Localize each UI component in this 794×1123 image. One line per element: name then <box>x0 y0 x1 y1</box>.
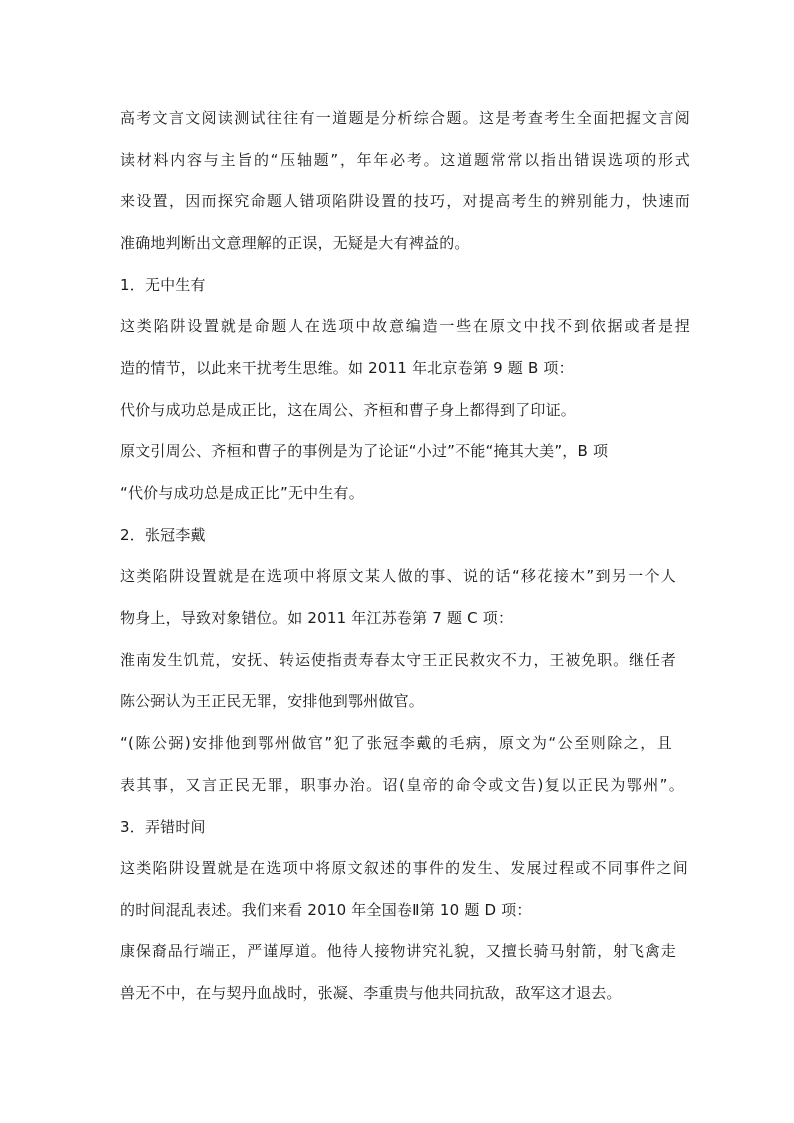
section-3-line-4: 兽无不中，在与契丹血战时，张凝、李重贵与他共同抗敌，敌军这才退去。 <box>120 984 622 1002</box>
section-2-line-5: “(陈公弼)安排他到鄂州做官”犯了张冠李戴的毛病，原文为“公至则除之，且 <box>120 734 672 752</box>
section-heading-3: 3．弄错时间 <box>120 818 206 836</box>
section-2-line-2: 物身上，导致对象错位。如 2011 年江苏卷第 7 题 C 项： <box>120 609 514 627</box>
section-1-line-4: 原文引周公、齐桓和曹子的事例是为了论证“小过”不能“掩其大美”，B 项 <box>120 442 609 460</box>
section-1-line-5: “代价与成功总是成正比”无中生有。 <box>120 484 364 502</box>
section-2-line-3: 淮南发生饥荒，安抚、转运使指责寿春太守王正民救灾不力，王被免职。继任者 <box>120 651 676 669</box>
intro-line-4: 准确地判断出文意理解的正误，无疑是大有裨益的。 <box>120 234 470 252</box>
section-2-line-1: 这类陷阱设置就是在选项中将原文某人做的事、说的话“移花接木”到另一个人 <box>120 567 676 585</box>
section-3-line-2: 的时间混乱表述。我们来看 2010 年全国卷Ⅱ第 10 题 D 项： <box>120 901 532 919</box>
section-heading-1: 1．无中生有 <box>120 276 206 294</box>
section-2-line-4: 陈公弼认为王正民无罪，安排他到鄂州做官。 <box>120 692 425 710</box>
section-1-line-1: 这类陷阱设置就是命题人在选项中故意编造一些在原文中找不到依据或者是捏 <box>120 317 690 335</box>
section-2-line-6: 表其事，又言正民无罪，职事办治。诏(皇帝的命令或文告)复以正民为鄂州”。 <box>120 776 684 794</box>
section-heading-2: 2．张冠李戴 <box>120 526 206 544</box>
intro-line-1: 高考文言文阅读测试往往有一道题是分析综合题。这是考查考生全面把握文言阅 <box>120 109 690 127</box>
intro-line-2: 读材料内容与主旨的“压轴题”，年年必考。这道题常常以指出错误选项的形式 <box>120 151 690 169</box>
section-1-line-3: 代价与成功总是成正比，这在周公、齐桓和曹子身上都得到了印证。 <box>120 401 577 419</box>
section-1-line-2: 造的情节，以此来干扰考生思维。如 2011 年北京卷第 9 题 B 项： <box>120 359 574 377</box>
section-3-line-1: 这类陷阱设置就是在选项中将原文叙述的事件的发生、发展过程或不同事件之间 <box>120 859 688 877</box>
section-3-line-3: 康保裔品行端正，严谨厚道。他待人接物讲究礼貌，又擅长骑马射箭，射飞禽走 <box>120 942 676 960</box>
intro-line-3: 来设置，因而探究命题人错项陷阱设置的技巧，对提高考生的辨别能力，快速而 <box>120 192 690 210</box>
